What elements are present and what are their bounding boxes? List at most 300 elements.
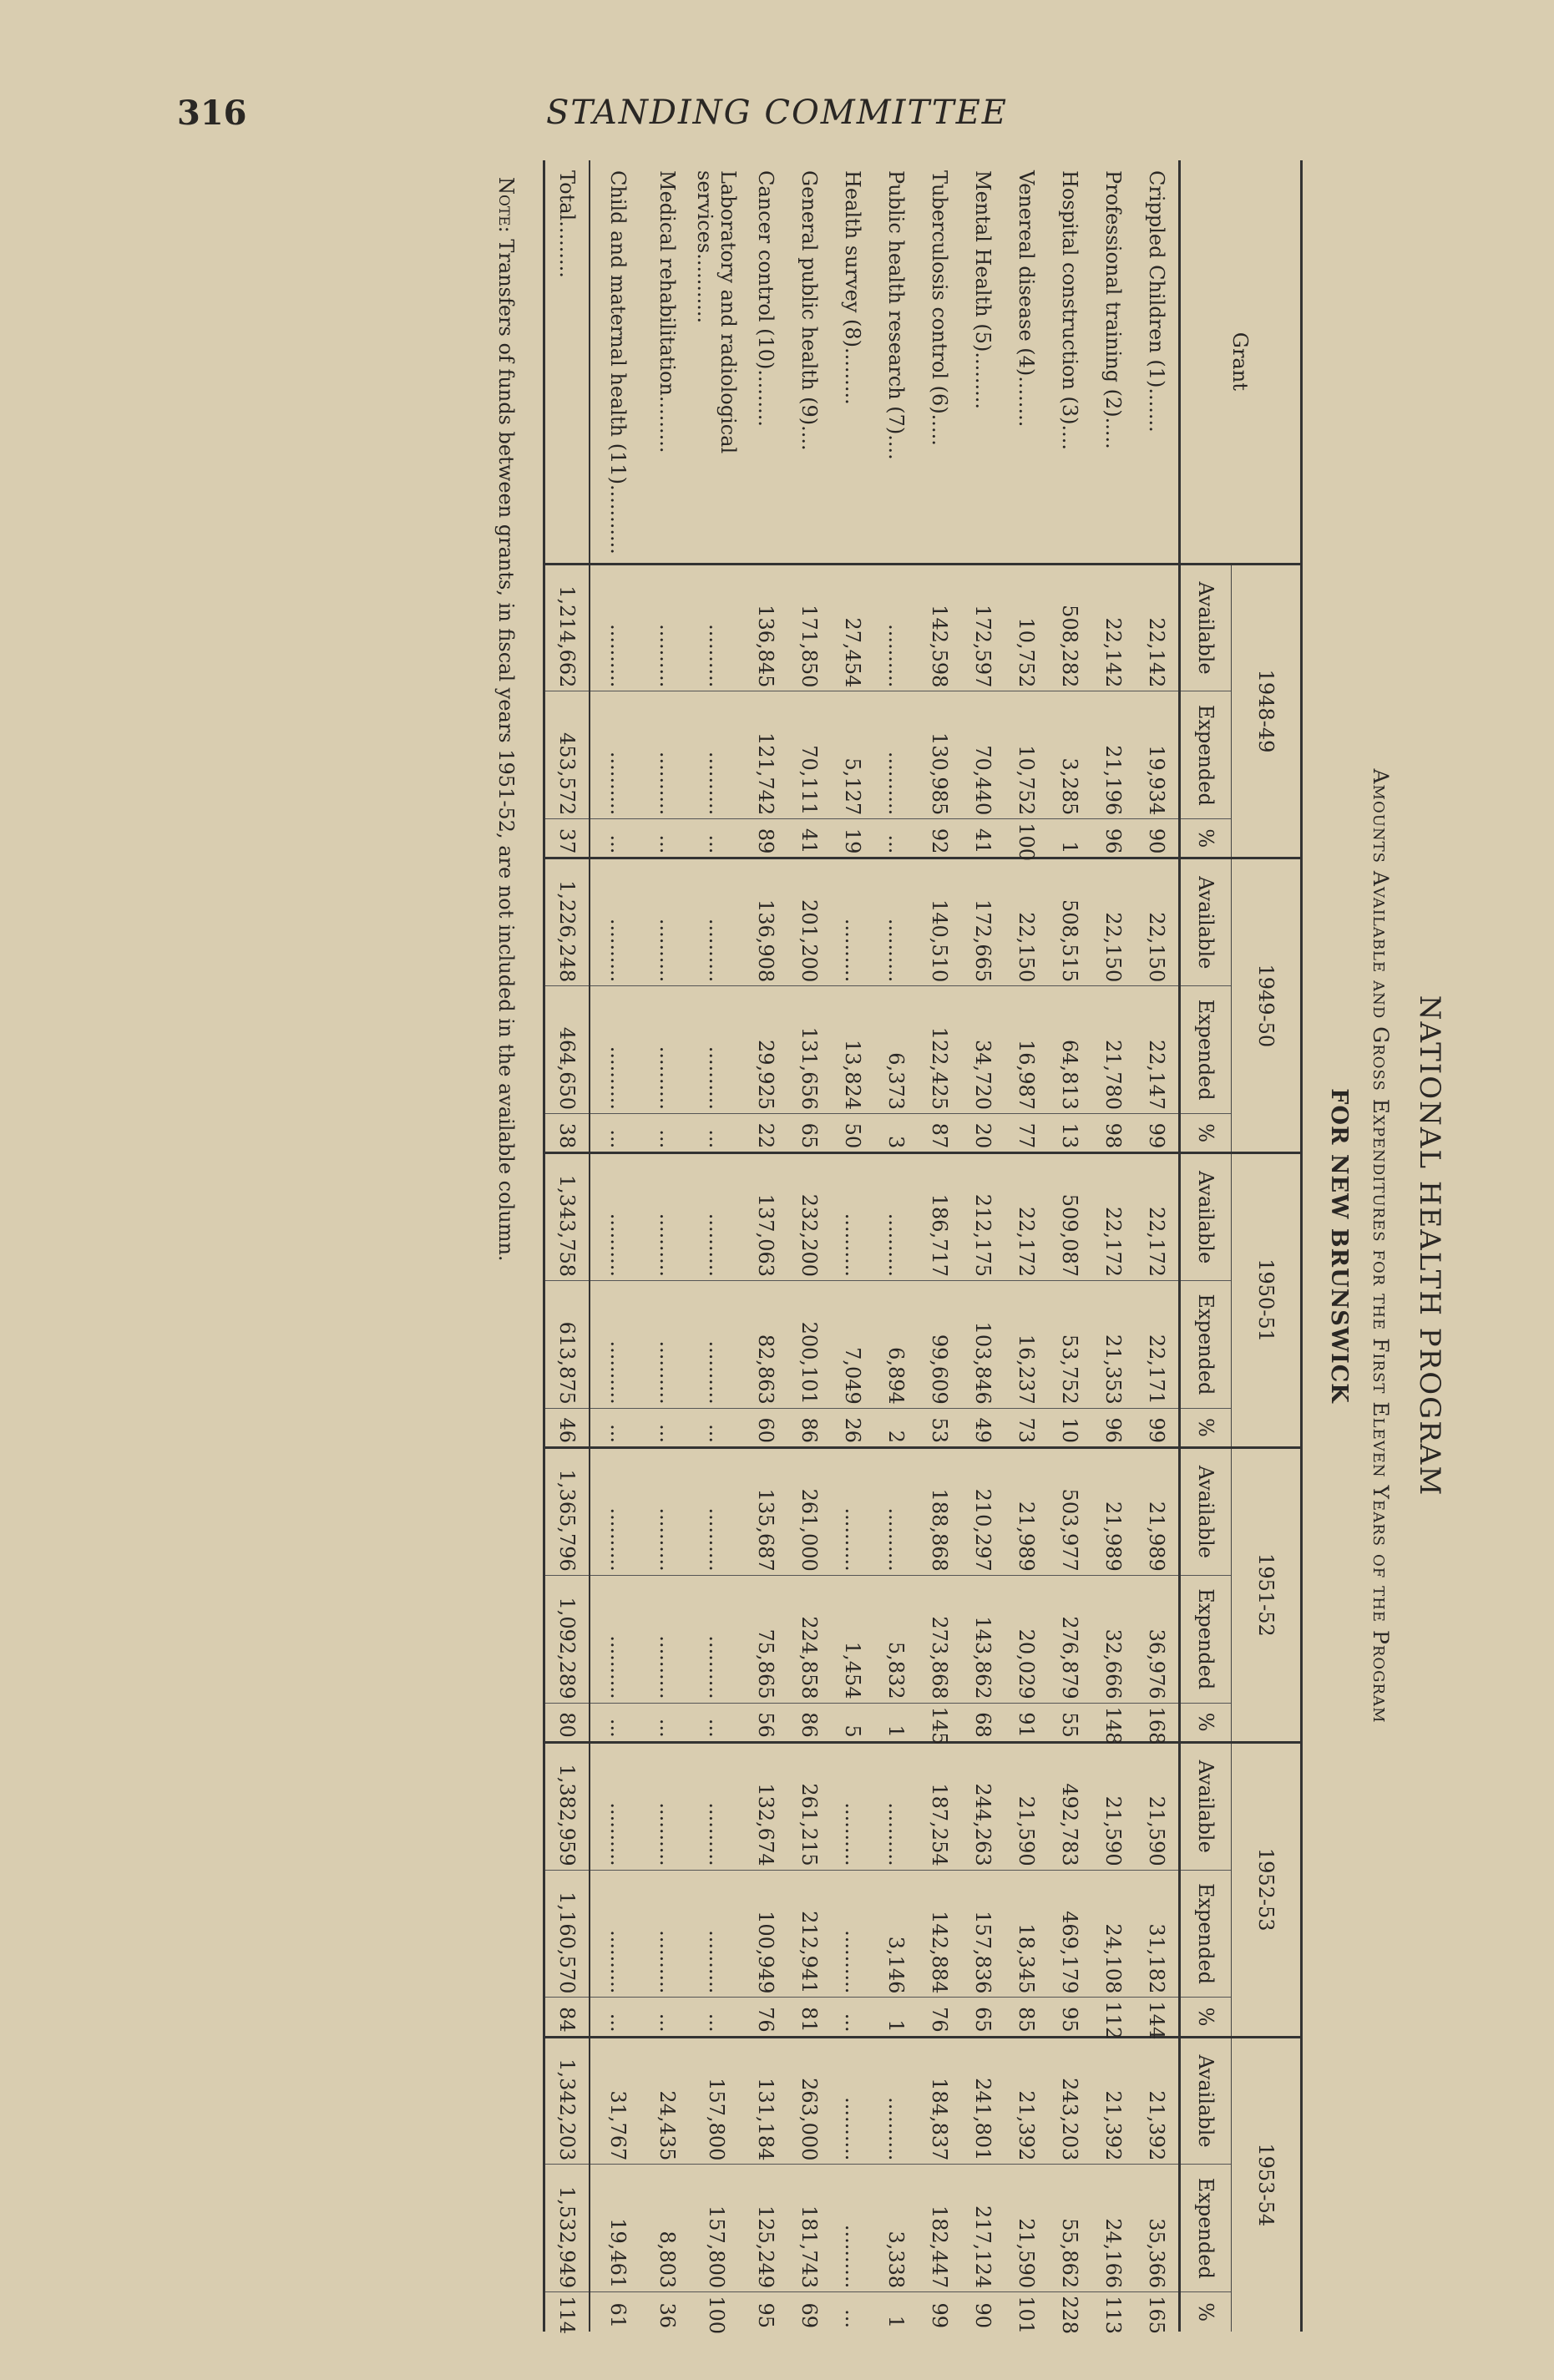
expended-cell: .......... <box>645 1870 689 1998</box>
grant-name-cell: Public health research (7).... <box>884 170 908 460</box>
footnote-text: Transfers of funds between grants, in fiscal years 1951-52, are not included in the available column. <box>494 232 518 1262</box>
expended-cell: 6,894 <box>874 1281 918 1409</box>
percent-cell: 90 <box>1135 819 1180 858</box>
available-header: Available <box>1180 858 1232 986</box>
table-row <box>744 160 787 2332</box>
table-row <box>544 160 590 2332</box>
expended-header: Expended <box>1180 2165 1232 2292</box>
available-cell: 1,365,796 <box>544 1448 590 1576</box>
expended-cell: 3,285 <box>1048 691 1091 819</box>
expended-cell: 6,373 <box>874 986 918 1114</box>
expended-cell: 273,868 <box>918 1575 961 1703</box>
percent-cell: 228 <box>1048 2292 1091 2332</box>
grant-name-cell: Mental Health (5)......... <box>971 170 995 409</box>
expended-cell: .......... <box>689 691 744 819</box>
percent-cell: 37 <box>544 819 590 858</box>
grant-name-cell: Crippled Children (1)....... <box>1145 170 1168 433</box>
available-cell: 508,282 <box>1048 564 1091 691</box>
table-row <box>1005 160 1048 2332</box>
expended-cell: 157,800 <box>689 2165 744 2292</box>
available-cell: 232,200 <box>787 1153 831 1281</box>
expended-header: Expended <box>1180 986 1232 1114</box>
available-cell: .......... <box>645 1448 689 1576</box>
percent-cell: 5 <box>831 1703 874 1742</box>
grant-name-cell: Child and maternal health (11)........... <box>606 170 630 554</box>
available-cell: .......... <box>689 1153 744 1281</box>
expended-cell: 212,941 <box>787 1870 831 1998</box>
available-cell: 171,850 <box>787 564 831 691</box>
percent-cell: ... <box>831 1998 874 2037</box>
percent-cell: 95 <box>1048 1998 1091 2037</box>
available-header: Available <box>1180 1448 1232 1576</box>
grant-name-cell: Tuberculosis control (6)..... <box>928 170 951 446</box>
percent-cell: 112 <box>1091 1998 1135 2037</box>
expended-cell: 21,353 <box>1091 1281 1135 1409</box>
expended-cell: .......... <box>590 1281 645 1409</box>
expended-cell: 217,124 <box>961 2165 1005 2292</box>
expended-cell: 613,875 <box>544 1281 590 1409</box>
available-cell: 1,343,758 <box>544 1153 590 1281</box>
expended-cell: 18,345 <box>1005 1870 1048 1998</box>
percent-cell: 165 <box>1135 2292 1180 2332</box>
available-cell: .......... <box>645 564 689 691</box>
percent-cell: 69 <box>787 2292 831 2332</box>
expended-cell: 19,934 <box>1135 691 1180 819</box>
available-cell: .......... <box>831 1742 874 1870</box>
available-header: Available <box>1180 2037 1232 2165</box>
expended-cell: 22,147 <box>1135 986 1180 1114</box>
available-cell: .......... <box>831 1448 874 1576</box>
expended-cell: 21,196 <box>1091 691 1135 819</box>
percent-cell: 3 <box>874 1114 918 1153</box>
expended-cell: 100,949 <box>744 1870 787 1998</box>
percent-cell: 87 <box>918 1114 961 1153</box>
expended-header: Expended <box>1180 1870 1232 1998</box>
available-cell: 261,215 <box>787 1742 831 1870</box>
available-cell: 261,000 <box>787 1448 831 1576</box>
available-cell: 21,392 <box>1135 2037 1180 2165</box>
percent-cell: 55 <box>1048 1703 1091 1742</box>
expended-cell: 276,879 <box>1048 1575 1091 1703</box>
expended-cell: 1,160,570 <box>544 1870 590 1998</box>
available-cell: 210,297 <box>961 1448 1005 1576</box>
available-cell: 172,597 <box>961 564 1005 691</box>
health-grant-table <box>543 160 1303 2335</box>
expended-cell: .......... <box>645 986 689 1114</box>
percent-cell: 86 <box>787 1703 831 1742</box>
expended-cell: 182,447 <box>918 2165 961 2292</box>
available-cell: .......... <box>590 1742 645 1870</box>
table-row <box>590 160 645 2332</box>
percent-cell: 77 <box>1005 1114 1048 1153</box>
percent-cell: 65 <box>961 1998 1005 2037</box>
expended-cell: .......... <box>874 691 918 819</box>
expended-cell: 64,813 <box>1048 986 1091 1114</box>
expended-cell: 157,836 <box>961 1870 1005 1998</box>
grant-name-cell: Medical rehabilitation......... <box>656 170 679 453</box>
available-cell: 140,510 <box>918 858 961 986</box>
percent-cell: 22 <box>744 1114 787 1153</box>
expended-cell: 464,650 <box>544 986 590 1114</box>
percent-cell: 101 <box>1005 2292 1048 2332</box>
year-header: 1951-52 <box>1232 1448 1302 1743</box>
percent-cell: 26 <box>831 1408 874 1447</box>
available-cell: 137,063 <box>744 1153 787 1281</box>
expended-cell: 3,146 <box>874 1870 918 1998</box>
percent-cell: 92 <box>918 819 961 858</box>
table-row <box>645 160 689 2332</box>
expended-cell: .......... <box>590 1575 645 1703</box>
available-cell: .......... <box>831 1153 874 1281</box>
available-cell: 509,087 <box>1048 1153 1091 1281</box>
available-header: Available <box>1180 564 1232 691</box>
grant-name-cell: Laboratory and radiological services........... <box>693 170 740 454</box>
expended-cell: 121,742 <box>744 691 787 819</box>
percent-cell: ... <box>590 819 645 858</box>
percent-cell: 113 <box>1091 2292 1135 2332</box>
percent-cell: ... <box>590 1703 645 1742</box>
expended-cell: .......... <box>590 1870 645 1998</box>
available-cell: 188,868 <box>918 1448 961 1576</box>
available-cell: 243,203 <box>1048 2037 1091 2165</box>
available-cell: 21,989 <box>1135 1448 1180 1576</box>
percent-cell: 99 <box>918 2292 961 2332</box>
available-cell: 22,172 <box>1091 1153 1135 1281</box>
expended-cell: 99,609 <box>918 1281 961 1409</box>
percent-cell: ... <box>590 1998 645 2037</box>
expended-cell: 5,832 <box>874 1575 918 1703</box>
expended-cell: 1,454 <box>831 1575 874 1703</box>
available-cell: .......... <box>590 858 645 986</box>
available-header: Available <box>1180 1153 1232 1281</box>
percent-cell: ... <box>689 1703 744 1742</box>
expended-cell: 143,862 <box>961 1575 1005 1703</box>
percent-cell: 85 <box>1005 1998 1048 2037</box>
percent-cell: 1 <box>874 2292 918 2332</box>
percent-cell: 98 <box>1091 1114 1135 1153</box>
available-cell: .......... <box>689 564 744 691</box>
available-cell: .......... <box>874 1448 918 1576</box>
available-cell: .......... <box>590 1153 645 1281</box>
percent-cell: 100 <box>689 2292 744 2332</box>
table-row <box>874 160 918 2332</box>
expended-header: Expended <box>1180 1575 1232 1703</box>
percent-cell: 41 <box>961 819 1005 858</box>
expended-cell: 70,440 <box>961 691 1005 819</box>
available-cell: 184,837 <box>918 2037 961 2165</box>
available-cell: 172,665 <box>961 858 1005 986</box>
percent-cell: 91 <box>1005 1703 1048 1742</box>
available-cell: .......... <box>874 2037 918 2165</box>
available-cell: .......... <box>689 858 744 986</box>
available-cell: .......... <box>689 1742 744 1870</box>
available-cell: .......... <box>874 1153 918 1281</box>
available-cell: 1,342,203 <box>544 2037 590 2165</box>
expended-cell: .......... <box>689 1870 744 1998</box>
available-cell: 24,435 <box>645 2037 689 2165</box>
table-row <box>1135 160 1180 2332</box>
available-cell: 263,000 <box>787 2037 831 2165</box>
available-cell: .......... <box>874 564 918 691</box>
expended-cell: .......... <box>645 691 689 819</box>
available-cell: .......... <box>831 858 874 986</box>
available-cell: 22,172 <box>1135 1153 1180 1281</box>
available-cell: 142,598 <box>918 564 961 691</box>
expended-cell: 10,752 <box>1005 691 1048 819</box>
percent-cell: 96 <box>1091 819 1135 858</box>
expended-cell: 469,179 <box>1048 1870 1091 1998</box>
footnote <box>494 160 518 2332</box>
expended-cell: 181,743 <box>787 2165 831 2292</box>
expended-cell: 103,846 <box>961 1281 1005 1409</box>
percent-cell: 81 <box>787 1998 831 2037</box>
available-cell: 503,977 <box>1048 1448 1091 1576</box>
expended-cell: 75,865 <box>744 1575 787 1703</box>
percent-cell: 73 <box>1005 1408 1048 1447</box>
percent-cell: 41 <box>787 819 831 858</box>
available-cell: 244,263 <box>961 1742 1005 1870</box>
available-cell: 1,214,662 <box>544 564 590 691</box>
percent-cell: ... <box>874 819 918 858</box>
percent-cell: 100 <box>1005 819 1048 858</box>
expended-cell: .......... <box>590 986 645 1114</box>
grant-name-cell: Venereal disease (4)........ <box>1015 170 1038 428</box>
percent-cell: 148 <box>1091 1703 1135 1742</box>
expended-cell: 13,824 <box>831 986 874 1114</box>
percent-cell: 38 <box>544 1114 590 1153</box>
available-header: Available <box>1180 1742 1232 1870</box>
table-row <box>1091 160 1135 2332</box>
expended-cell: 82,863 <box>744 1281 787 1409</box>
percent-cell: 86 <box>787 1408 831 1447</box>
expended-cell: 34,720 <box>961 986 1005 1114</box>
year-header: 1948-49 <box>1232 564 1302 858</box>
available-cell: .......... <box>590 1448 645 1576</box>
percent-cell: 68 <box>961 1703 1005 1742</box>
expended-cell: 29,925 <box>744 986 787 1114</box>
percent-cell: ... <box>645 1114 689 1153</box>
available-cell: 21,392 <box>1091 2037 1135 2165</box>
available-cell: 1,382,959 <box>544 1742 590 1870</box>
percent-cell: 145 <box>918 1703 961 1742</box>
percent-cell: 99 <box>1135 1114 1180 1153</box>
available-cell: 22,142 <box>1091 564 1135 691</box>
available-cell: 1,226,248 <box>544 858 590 986</box>
expended-header: Expended <box>1180 1281 1232 1409</box>
expended-cell: 1,092,289 <box>544 1575 590 1703</box>
available-cell: .......... <box>590 564 645 691</box>
year-header: 1950-51 <box>1232 1153 1302 1448</box>
available-cell: 21,989 <box>1091 1448 1135 1576</box>
available-cell: 135,687 <box>744 1448 787 1576</box>
expended-cell: .......... <box>689 1281 744 1409</box>
percent-cell: 2 <box>874 1408 918 1447</box>
expended-cell: 224,858 <box>787 1575 831 1703</box>
percent-cell: 90 <box>961 2292 1005 2332</box>
available-cell: 157,800 <box>689 2037 744 2165</box>
table-row <box>689 160 744 2332</box>
expended-cell: 31,182 <box>1135 1870 1180 1998</box>
available-cell: 21,392 <box>1005 2037 1048 2165</box>
expended-cell: 55,862 <box>1048 2165 1091 2292</box>
percent-cell: 76 <box>918 1998 961 2037</box>
available-cell: 132,674 <box>744 1742 787 1870</box>
expended-cell: 131,656 <box>787 986 831 1114</box>
percent-cell: 56 <box>744 1703 787 1742</box>
table-row <box>918 160 961 2332</box>
available-cell: 21,590 <box>1091 1742 1135 1870</box>
available-cell: .......... <box>874 858 918 986</box>
percent-cell: 76 <box>744 1998 787 2037</box>
expended-cell: .......... <box>645 1575 689 1703</box>
percent-cell: 95 <box>744 2292 787 2332</box>
expended-cell: 5,127 <box>831 691 874 819</box>
available-cell: 21,590 <box>1005 1742 1048 1870</box>
percent-cell: 89 <box>744 819 787 858</box>
percent-cell: 60 <box>744 1408 787 1447</box>
grant-name-cell: Hospital construction (3).... <box>1058 170 1081 451</box>
grant-name-cell: Total......... <box>544 160 590 564</box>
available-cell: 136,908 <box>744 858 787 986</box>
percent-cell: ... <box>831 2292 874 2332</box>
available-cell: 10,752 <box>1005 564 1048 691</box>
percent-cell: ... <box>645 1408 689 1447</box>
available-cell: 187,254 <box>918 1742 961 1870</box>
percent-cell: 13 <box>1048 1114 1091 1153</box>
expended-cell: 3,338 <box>874 2165 918 2292</box>
percent-cell: 50 <box>831 1114 874 1153</box>
grant-name-cell: General public health (9).... <box>797 170 821 451</box>
available-cell: 21,989 <box>1005 1448 1048 1576</box>
page-subtitle: Amounts Available and Gross Expenditures for the First Eleven Years of the Program <box>1369 768 1393 1724</box>
percent-cell: ... <box>645 1998 689 2037</box>
table-row <box>831 160 874 2332</box>
available-cell: .......... <box>874 1742 918 1870</box>
available-cell: 212,175 <box>961 1153 1005 1281</box>
expended-cell: .......... <box>645 1281 689 1409</box>
percent-cell: 61 <box>590 2292 645 2332</box>
percent-cell: 10 <box>1048 1408 1091 1447</box>
percent-cell: 53 <box>918 1408 961 1447</box>
available-cell: 22,150 <box>1091 858 1135 986</box>
province-subtitle: FOR NEW BRUNSWICK <box>1326 1088 1352 1404</box>
expended-cell: .......... <box>590 691 645 819</box>
year-header: 1949-50 <box>1232 858 1302 1153</box>
available-cell: 241,801 <box>961 2037 1005 2165</box>
percent-cell: ... <box>645 819 689 858</box>
expended-cell: .......... <box>831 1870 874 1998</box>
available-cell: 22,142 <box>1135 564 1180 691</box>
expended-cell: 1,532,949 <box>544 2165 590 2292</box>
expended-cell: .......... <box>689 986 744 1114</box>
available-cell: 22,172 <box>1005 1153 1048 1281</box>
expended-cell: 20,029 <box>1005 1575 1048 1703</box>
available-cell: 22,150 <box>1005 858 1048 986</box>
percent-cell: ... <box>590 1114 645 1153</box>
expended-cell: 453,572 <box>544 691 590 819</box>
percent-cell: ... <box>689 1408 744 1447</box>
available-cell: 21,590 <box>1135 1742 1180 1870</box>
grant-name-cell: Professional training (2)..... <box>1101 170 1125 449</box>
expended-cell: .......... <box>831 2165 874 2292</box>
expended-cell: 122,425 <box>918 986 961 1114</box>
expended-cell: .......... <box>689 1575 744 1703</box>
percent-cell: ... <box>590 1408 645 1447</box>
percent-cell: ... <box>689 1114 744 1153</box>
expended-cell: 22,171 <box>1135 1281 1180 1409</box>
year-header: 1953-54 <box>1232 2037 1302 2332</box>
percent-cell: 1 <box>874 1998 918 2037</box>
available-cell: 27,454 <box>831 564 874 691</box>
percent-cell: ... <box>689 1998 744 2037</box>
page-number: 316 <box>177 94 247 133</box>
percent-header: % <box>1180 1114 1232 1153</box>
expended-cell: 19,461 <box>590 2165 645 2292</box>
percent-cell: 36 <box>645 2292 689 2332</box>
percent-header: % <box>1180 819 1232 858</box>
table-row <box>787 160 831 2332</box>
expended-cell: 24,166 <box>1091 2165 1135 2292</box>
header-row-years <box>1232 160 1302 2332</box>
percent-cell: 46 <box>544 1408 590 1447</box>
available-cell: .......... <box>645 1153 689 1281</box>
table-row <box>961 160 1005 2332</box>
percent-cell: 1 <box>874 1703 918 1742</box>
expended-cell: 7,049 <box>831 1281 874 1409</box>
percent-header: % <box>1180 1998 1232 2037</box>
expended-cell: 130,985 <box>918 691 961 819</box>
percent-cell: 99 <box>1135 1408 1180 1447</box>
percent-cell: ... <box>645 1703 689 1742</box>
expended-cell: 24,108 <box>1091 1870 1135 1998</box>
year-header: 1952-53 <box>1232 1742 1302 2037</box>
available-cell: 31,767 <box>590 2037 645 2165</box>
percent-cell: 19 <box>831 819 874 858</box>
grant-column-header: Grant <box>1180 160 1302 564</box>
page-title: NATIONAL HEALTH PROGRAM <box>1413 995 1446 1497</box>
expended-cell: 8,803 <box>645 2165 689 2292</box>
percent-cell: 114 <box>544 2292 590 2332</box>
percent-cell: 144 <box>1135 1998 1180 2037</box>
expended-cell: 35,366 <box>1135 2165 1180 2292</box>
available-cell: 186,717 <box>918 1153 961 1281</box>
percent-cell: 65 <box>787 1114 831 1153</box>
percent-cell: 80 <box>544 1703 590 1742</box>
available-cell: 136,845 <box>744 564 787 691</box>
grant-name-cell: Cancer control (10)......... <box>754 170 777 428</box>
available-cell: 131,184 <box>744 2037 787 2165</box>
available-cell: .......... <box>689 1448 744 1576</box>
available-cell: 508,515 <box>1048 858 1091 986</box>
percent-cell: 20 <box>961 1114 1005 1153</box>
rotated-table-block <box>459 160 1453 2335</box>
expended-cell: 53,752 <box>1048 1281 1091 1409</box>
running-head: STANDING COMMITTEE <box>546 94 1008 132</box>
table-row <box>1048 160 1091 2332</box>
expended-header: Expended <box>1180 691 1232 819</box>
expended-cell: 36,976 <box>1135 1575 1180 1703</box>
expended-cell: 142,884 <box>918 1870 961 1998</box>
expended-cell: 16,237 <box>1005 1281 1048 1409</box>
available-cell: 201,200 <box>787 858 831 986</box>
expended-cell: 21,590 <box>1005 2165 1048 2292</box>
percent-cell: 49 <box>961 1408 1005 1447</box>
percent-cell: ... <box>689 819 744 858</box>
percent-header: % <box>1180 1703 1232 1742</box>
percent-cell: 84 <box>544 1998 590 2037</box>
grant-name-cell: Health survey (8)......... <box>841 170 864 405</box>
expended-cell: 21,780 <box>1091 986 1135 1114</box>
